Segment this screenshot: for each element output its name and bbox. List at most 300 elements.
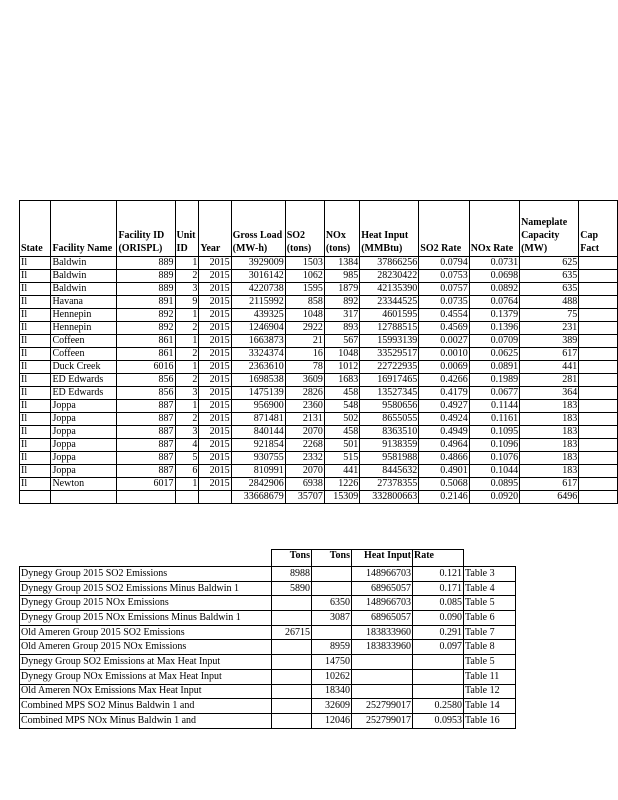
summary-cell: Table 5 (464, 655, 516, 670)
summary-row (20, 581, 516, 596)
table-cell (20, 550, 272, 567)
summary-cell: 14750 (312, 655, 352, 670)
table-cell: 2131 (285, 413, 324, 426)
table-cell: 0.0757 (419, 283, 469, 296)
table-cell: 2360 (285, 400, 324, 413)
table-cell: Il (20, 413, 51, 426)
summary-cell (272, 713, 312, 728)
summary-cell: Dynegy Group 2015 SO2 Emissions Minus Baldwin 1 (20, 581, 272, 596)
table-cell: Il (20, 387, 51, 400)
table-cell: 2115992 (231, 296, 285, 309)
table-row (20, 439, 618, 452)
table-cell: 75 (520, 309, 579, 322)
summary-cell: Dynegy Group NOx Emissions at Max Heat Input (20, 669, 272, 684)
table-cell: 13527345 (360, 387, 419, 400)
table-cell: 1 (175, 400, 199, 413)
table-cell: Hennepin (51, 322, 117, 335)
table-cell: 2015 (199, 387, 231, 400)
table-cell: 0.4179 (419, 387, 469, 400)
table-cell: Il (20, 426, 51, 439)
table-cell (579, 270, 618, 283)
table-cell: 956900 (231, 400, 285, 413)
table-cell: 1048 (324, 348, 359, 361)
table-cell: 893 (324, 322, 359, 335)
table-cell: Joppa (51, 452, 117, 465)
table-cell: 889 (117, 283, 175, 296)
summary-cell (352, 655, 413, 670)
table-cell: Il (20, 296, 51, 309)
table-cell (579, 374, 618, 387)
table-cell: 0.1161 (469, 413, 519, 426)
table-cell: 2015 (199, 283, 231, 296)
table-cell: 2268 (285, 439, 324, 452)
summary-cell: 183833960 (352, 640, 413, 655)
table-cell: 0.4266 (419, 374, 469, 387)
summary-cell (272, 684, 312, 699)
table-cell: Il (20, 374, 51, 387)
table-cell: Baldwin (51, 283, 117, 296)
table-cell: Baldwin (51, 257, 117, 270)
table-cell: 317 (324, 309, 359, 322)
table-cell (579, 361, 618, 374)
table-cell: Il (20, 309, 51, 322)
summary-cell: Table 4 (464, 581, 516, 596)
summary-row (20, 655, 516, 670)
table-cell: ED Edwards (51, 374, 117, 387)
table-cell: 2 (175, 322, 199, 335)
column-header: Unit ID (175, 201, 199, 257)
summary-cell: Dynegy Group 2015 NOx Emissions (20, 596, 272, 611)
table-cell: 0.0677 (469, 387, 519, 400)
table-cell: 840144 (231, 426, 285, 439)
table-cell: 810991 (231, 465, 285, 478)
table-cell (579, 296, 618, 309)
summary-cell: 0.085 (413, 596, 464, 611)
summary-cell: 252799017 (352, 699, 413, 714)
table-cell: 0.1989 (469, 374, 519, 387)
table-cell: 0.1044 (469, 465, 519, 478)
table-cell: 892 (324, 296, 359, 309)
table-cell: 625 (520, 257, 579, 270)
summary-cell (272, 669, 312, 684)
table-cell: 3324374 (231, 348, 285, 361)
summary-cell: Combined MPS NOx Minus Baldwin 1 and (20, 713, 272, 728)
column-header: Cap Fact (579, 201, 618, 257)
summary-cell (272, 596, 312, 611)
total-cell: 0.0920 (469, 491, 519, 504)
table-cell: 871481 (231, 413, 285, 426)
table-cell: 2015 (199, 348, 231, 361)
summary-row (20, 640, 516, 655)
summary-cell (272, 640, 312, 655)
table-cell: 2015 (199, 309, 231, 322)
table-cell: 2070 (285, 426, 324, 439)
table-cell: 0.4569 (419, 322, 469, 335)
table-cell: 2070 (285, 465, 324, 478)
table-cell: 8445632 (360, 465, 419, 478)
summary-row (20, 596, 516, 611)
table-cell: 4 (175, 439, 199, 452)
table-cell (579, 257, 618, 270)
table-cell (199, 491, 231, 504)
table-cell: 16917465 (360, 374, 419, 387)
table-cell: 0.0753 (419, 270, 469, 283)
table-cell: 3016142 (231, 270, 285, 283)
table-row (20, 400, 618, 413)
summary-cell: 0.291 (413, 625, 464, 640)
summary-cell: 8959 (312, 640, 352, 655)
table-cell: 887 (117, 452, 175, 465)
table-cell: Il (20, 270, 51, 283)
header-row (20, 201, 618, 257)
table-cell (579, 478, 618, 491)
table-cell: Il (20, 361, 51, 374)
summary-cell: 18340 (312, 684, 352, 699)
table-row (20, 361, 618, 374)
summary-cell: 252799017 (352, 713, 413, 728)
table-cell: 985 (324, 270, 359, 283)
table-cell: 0.0794 (419, 257, 469, 270)
table-cell: 0.4554 (419, 309, 469, 322)
table-cell: 9581988 (360, 452, 419, 465)
table-cell: 2015 (199, 400, 231, 413)
table-row (20, 452, 618, 465)
summary-cell: Dynegy Group 2015 SO2 Emissions (20, 567, 272, 582)
table-cell: 2 (175, 348, 199, 361)
column-header: Tons (272, 550, 312, 567)
table-cell: 2922 (285, 322, 324, 335)
table-cell: 42135390 (360, 283, 419, 296)
table-cell: 0.0892 (469, 283, 519, 296)
table-cell: 1 (175, 309, 199, 322)
summary-cell: 32609 (312, 699, 352, 714)
table-cell: Coffeen (51, 335, 117, 348)
table-cell: 889 (117, 257, 175, 270)
table-cell: 2015 (199, 426, 231, 439)
table-cell: 5 (175, 452, 199, 465)
table-cell: 2015 (199, 374, 231, 387)
table-row (20, 257, 618, 270)
summary-row (20, 625, 516, 640)
table-cell: 183 (520, 426, 579, 439)
table-cell: 9138359 (360, 439, 419, 452)
table-cell: Il (20, 452, 51, 465)
table-cell: 501 (324, 439, 359, 452)
table-row (20, 374, 618, 387)
summary-cell: Table 5 (464, 596, 516, 611)
table-row (20, 335, 618, 348)
table-cell: 892 (117, 309, 175, 322)
total-cell: 0.2146 (419, 491, 469, 504)
table-cell: ED Edwards (51, 387, 117, 400)
table-cell: 889 (117, 270, 175, 283)
table-cell: Joppa (51, 413, 117, 426)
summary-row (20, 611, 516, 626)
table-cell: 183 (520, 400, 579, 413)
table-cell: 1012 (324, 361, 359, 374)
table-cell: 231 (520, 322, 579, 335)
summary-cell: 26715 (272, 625, 312, 640)
table-cell: Joppa (51, 400, 117, 413)
table-cell: Il (20, 400, 51, 413)
summary-row (20, 699, 516, 714)
table-cell: 488 (520, 296, 579, 309)
summary-cell: Table 11 (464, 669, 516, 684)
table-cell: 2015 (199, 361, 231, 374)
table-cell: Il (20, 439, 51, 452)
table-cell: 0.0735 (419, 296, 469, 309)
table-row (20, 465, 618, 478)
table-cell: 2015 (199, 465, 231, 478)
table-cell: Il (20, 322, 51, 335)
table-row (20, 283, 618, 296)
column-header: SO2 (tons) (285, 201, 324, 257)
table-cell: 0.0891 (469, 361, 519, 374)
table-cell: 1384 (324, 257, 359, 270)
table-cell: 0.1379 (469, 309, 519, 322)
column-header: Nameplate Capacity (MW) (520, 201, 579, 257)
table-cell: 3 (175, 387, 199, 400)
table-cell: 0.0069 (419, 361, 469, 374)
summary-cell: 148966703 (352, 596, 413, 611)
table-cell (579, 400, 618, 413)
table-cell: 2015 (199, 296, 231, 309)
table-cell (117, 491, 175, 504)
summary-cell (272, 611, 312, 626)
table-cell: 0.4901 (419, 465, 469, 478)
table-cell: 1226 (324, 478, 359, 491)
table-row (20, 387, 618, 400)
column-header: Facility ID (ORISPL) (117, 201, 175, 257)
table-cell: 12788515 (360, 322, 419, 335)
table-cell: 2 (175, 413, 199, 426)
table-cell: 502 (324, 413, 359, 426)
table-cell: 0.1144 (469, 400, 519, 413)
table-cell (20, 491, 51, 504)
table-cell: 0.4964 (419, 439, 469, 452)
table-cell: 78 (285, 361, 324, 374)
column-header: Facility Name (51, 201, 117, 257)
table-cell: Il (20, 465, 51, 478)
summary-cell: 0.097 (413, 640, 464, 655)
table-cell: 0.4949 (419, 426, 469, 439)
table-cell: 930755 (231, 452, 285, 465)
table-cell: 2 (175, 374, 199, 387)
table-cell: 617 (520, 478, 579, 491)
table-cell: 28230422 (360, 270, 419, 283)
table-cell: 861 (117, 348, 175, 361)
table-cell: 389 (520, 335, 579, 348)
table-cell: 887 (117, 426, 175, 439)
table-row (20, 348, 618, 361)
table-cell: Il (20, 348, 51, 361)
table-cell (579, 426, 618, 439)
table-cell: 0.0010 (419, 348, 469, 361)
table-cell: 3929009 (231, 257, 285, 270)
table-cell: 3 (175, 283, 199, 296)
table-cell: 0.0625 (469, 348, 519, 361)
table-cell: 1698538 (231, 374, 285, 387)
summary-cell: Combined MPS SO2 Minus Baldwin 1 and (20, 699, 272, 714)
summary-cell: Old Ameren NOx Emissions Max Heat Input (20, 684, 272, 699)
total-cell: 332800663 (360, 491, 419, 504)
summary-cell: Table 12 (464, 684, 516, 699)
table-cell: 183 (520, 413, 579, 426)
table-cell: Il (20, 478, 51, 491)
table-cell: 861 (117, 335, 175, 348)
summary-cell: Old Ameren Group 2015 SO2 Emissions (20, 625, 272, 640)
table-cell: 0.0027 (419, 335, 469, 348)
table-cell: 2015 (199, 413, 231, 426)
table-cell: 1 (175, 257, 199, 270)
summary-cell: 3087 (312, 611, 352, 626)
table-cell: 439325 (231, 309, 285, 322)
table-cell: 887 (117, 465, 175, 478)
summary-cell: Dynegy Group 2015 NOx Emissions Minus Baldwin 1 (20, 611, 272, 626)
table-cell: Il (20, 283, 51, 296)
table-cell: 0.1095 (469, 426, 519, 439)
table-cell: Il (20, 335, 51, 348)
table-cell: 441 (324, 465, 359, 478)
plant-emissions-table (19, 200, 618, 504)
table-cell: 8363510 (360, 426, 419, 439)
table-cell (579, 309, 618, 322)
table-cell: 1503 (285, 257, 324, 270)
table-cell: 1595 (285, 283, 324, 296)
table-cell: 0.4866 (419, 452, 469, 465)
column-header: Gross Load (MW-h) (231, 201, 285, 257)
summary-cell: 0.121 (413, 567, 464, 582)
table-row (20, 426, 618, 439)
table-cell: Joppa (51, 439, 117, 452)
table-cell: Duck Creek (51, 361, 117, 374)
table-cell: 0.0731 (469, 257, 519, 270)
table-cell (579, 322, 618, 335)
table-cell (175, 491, 199, 504)
table-cell: 16 (285, 348, 324, 361)
table-cell: 921854 (231, 439, 285, 452)
table-cell: 1475139 (231, 387, 285, 400)
table-cell: 0.4927 (419, 400, 469, 413)
table-row (20, 270, 618, 283)
summary-cell (312, 625, 352, 640)
column-header: Tons (312, 550, 352, 567)
table-cell: 6938 (285, 478, 324, 491)
table-cell: 548 (324, 400, 359, 413)
table-cell: 1 (175, 335, 199, 348)
summary-cell (272, 655, 312, 670)
table-cell: 858 (285, 296, 324, 309)
column-header: SO2 Rate (419, 201, 469, 257)
table-cell (579, 348, 618, 361)
table-cell: Newton (51, 478, 117, 491)
table-cell: 281 (520, 374, 579, 387)
summary-cell: Table 6 (464, 611, 516, 626)
table-cell: 3609 (285, 374, 324, 387)
summary-cell: Table 16 (464, 713, 516, 728)
table-row (20, 296, 618, 309)
summary-cell (312, 567, 352, 582)
table-cell: 2015 (199, 335, 231, 348)
summary-cell: 0.2580 (413, 699, 464, 714)
table-cell: 891 (117, 296, 175, 309)
summary-cell: 12046 (312, 713, 352, 728)
table-cell: 856 (117, 387, 175, 400)
table-cell: 183 (520, 465, 579, 478)
table-cell: 183 (520, 439, 579, 452)
table-cell: 2015 (199, 270, 231, 283)
summary-cell: 0.090 (413, 611, 464, 626)
column-header: Heat Input (352, 550, 413, 567)
table-cell: 9580656 (360, 400, 419, 413)
column-header: NOx Rate (469, 201, 519, 257)
table-cell: 23344525 (360, 296, 419, 309)
summary-cell: 148966703 (352, 567, 413, 582)
table-cell: Joppa (51, 465, 117, 478)
table-cell: 856 (117, 374, 175, 387)
table-cell: 2826 (285, 387, 324, 400)
column-header: Rate (413, 550, 464, 567)
summary-cell: 10262 (312, 669, 352, 684)
summary-cell: Table 3 (464, 567, 516, 582)
table-cell: 33529517 (360, 348, 419, 361)
table-cell (579, 452, 618, 465)
total-cell: 15309 (324, 491, 359, 504)
summary-cell (352, 684, 413, 699)
group-summary-table (19, 549, 516, 729)
table-row (20, 322, 618, 335)
table-cell: Baldwin (51, 270, 117, 283)
summary-cell: 5890 (272, 581, 312, 596)
table-cell: 2842906 (231, 478, 285, 491)
table-cell: 441 (520, 361, 579, 374)
table-cell: 0.0895 (469, 478, 519, 491)
table-cell: 1683 (324, 374, 359, 387)
table-row (20, 309, 618, 322)
table-cell: Joppa (51, 426, 117, 439)
table-cell: 9 (175, 296, 199, 309)
table-cell: 21 (285, 335, 324, 348)
table-cell: 1879 (324, 283, 359, 296)
summary-cell (272, 699, 312, 714)
table-cell: 0.5068 (419, 478, 469, 491)
table-cell: 887 (117, 413, 175, 426)
summary-cell: 68965057 (352, 611, 413, 626)
table-row (20, 413, 618, 426)
table-cell: 364 (520, 387, 579, 400)
table-cell: 2363610 (231, 361, 285, 374)
table-cell: 458 (324, 387, 359, 400)
summary-cell: 6350 (312, 596, 352, 611)
table-cell (579, 283, 618, 296)
table-cell (579, 335, 618, 348)
summary-row (20, 684, 516, 699)
table-cell: 1246904 (231, 322, 285, 335)
summary-cell: 183833960 (352, 625, 413, 640)
table-cell: 3 (175, 426, 199, 439)
table-cell (579, 465, 618, 478)
column-header: Heat Input (MMBtu) (360, 201, 419, 257)
total-cell: 35707 (285, 491, 324, 504)
summary-row (20, 567, 516, 582)
summary-cell: 68965057 (352, 581, 413, 596)
table-cell: 567 (324, 335, 359, 348)
summary-row (20, 669, 516, 684)
table-cell: 4601595 (360, 309, 419, 322)
summary-cell: 8988 (272, 567, 312, 582)
table-cell: 4220738 (231, 283, 285, 296)
table-cell: 1 (175, 478, 199, 491)
